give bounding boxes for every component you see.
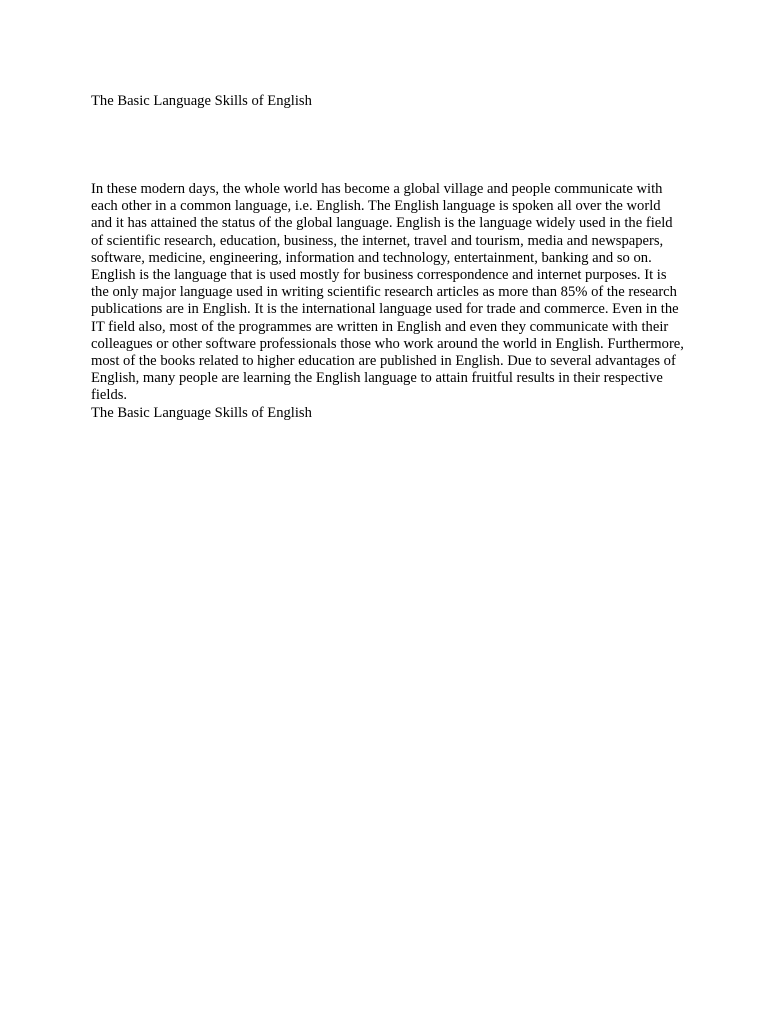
paragraph-line: and it has attained the status of the global language. English is the language widely used in the field: [91, 215, 673, 232]
paragraph-line: In these modern days, the whole world has become a global village and people communicate with: [91, 181, 663, 197]
paragraph-line: each other in a common language, i.e. English. The English language is spoken all over the world: [91, 198, 661, 215]
paragraph-line: of scientific research, education, business, the internet, travel and tourism, media and newspapers,: [91, 232, 664, 249]
paragraph-line: English, many people are learning the English language to attain fruitful results in their respective: [91, 370, 663, 387]
paragraph-line: publications are in English. It is the international language used for trade and commerce. Even in the: [91, 301, 679, 318]
document-title: The Basic Language Skills of English: [91, 93, 312, 109]
closing-title: The Basic Language Skills of English: [91, 404, 312, 421]
paragraph-line: most of the books related to higher education are published in English. Due to several advantages of: [91, 353, 676, 370]
paragraph-line: English is the language that is used mostly for business correspondence and internet purposes. It is: [91, 267, 667, 284]
paragraph-line: IT field also, most of the programmes are written in English and even they communicate with their: [91, 318, 669, 335]
paragraph-line: fields.: [91, 387, 128, 404]
paragraph-line: colleagues or other software professionals those who work around the world in English. Furthermore,: [91, 335, 684, 352]
document-body: [91, 181, 684, 422]
paragraph-line: software, medicine, engineering, information and technology, entertainment, banking and so on.: [91, 249, 652, 266]
paragraph-line: the only major language used in writing scientific research articles as more than 85% of the research: [91, 284, 677, 301]
